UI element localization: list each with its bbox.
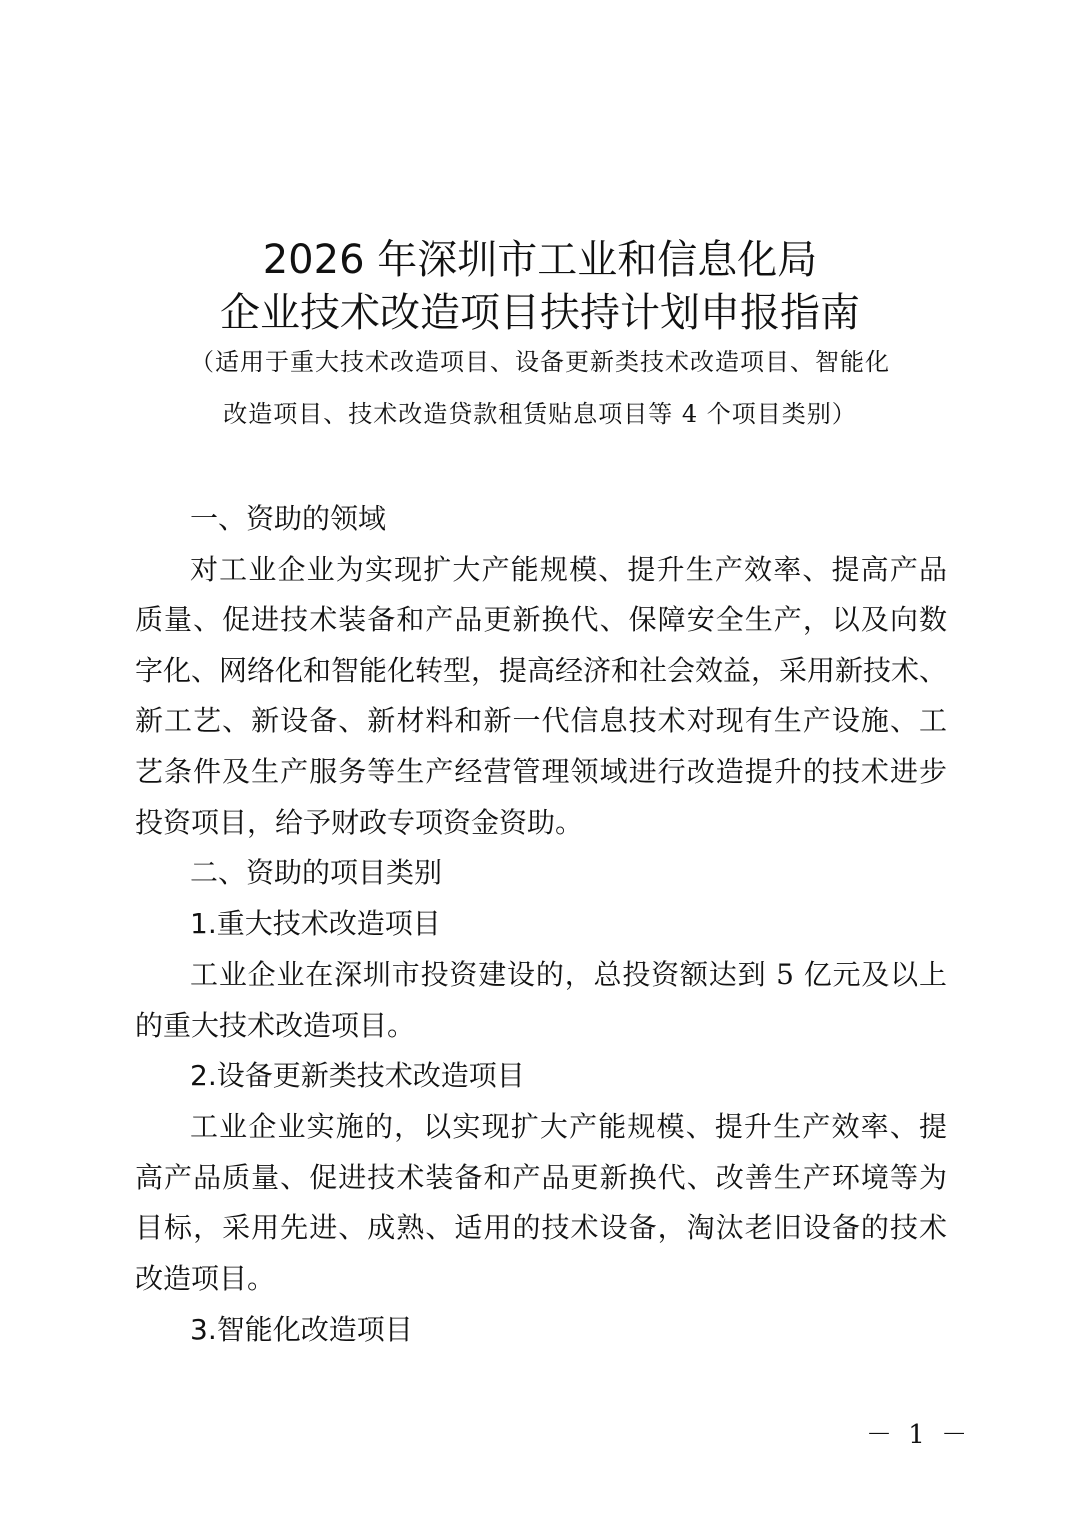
document-subtitle-line-1: （适用于重大技术改造项目、设备更新类技术改造项目、智能化 (190, 348, 890, 376)
item-2-paragraph-line: 工业企业实施的，以实现扩大产能规模、提升生产效率、提 (190, 1110, 947, 1143)
item-3-heading: 3.智能化改造项目 (190, 1313, 413, 1346)
document-title-line-2: 企业技术改造项目扶持计划申报指南 (220, 290, 860, 336)
section-2-heading: 二、资助的项目类别 (190, 856, 443, 889)
section-1-heading: 一、资助的领域 (190, 502, 387, 535)
document-title-line-1: 2026 年深圳市工业和信息化局 (262, 237, 818, 283)
item-2-heading: 2.设备更新类技术改造项目 (190, 1059, 525, 1092)
section-1-paragraph-line: 质量、促进技术装备和产品更新换代、保障安全生产，以及向数 (135, 603, 947, 636)
section-1-paragraph-line: 对工业企业为实现扩大产能规模、提升生产效率、提高产品 (190, 553, 947, 586)
item-1-heading: 1.重大技术改造项目 (190, 907, 441, 940)
item-2-paragraph-line: 目标，采用先进、成熟、适用的技术设备，淘汰老旧设备的技术 (135, 1211, 947, 1244)
section-1-paragraph-line: 字化、网络化和智能化转型，提高经济和社会效益，采用新技术、 (135, 654, 948, 687)
document-subtitle-line-2: 改造项目、技术改造贷款租赁贴息项目等 4 个项目类别） (223, 400, 857, 428)
item-2-paragraph-line: 改造项目。 (135, 1262, 276, 1295)
section-1-paragraph-line: 艺条件及生产服务等生产经营管理领域进行改造提升的技术进步 (135, 755, 947, 788)
item-1-paragraph-line: 工业企业在深圳市投资建设的，总投资额达到 5 亿元及以上 (190, 958, 947, 991)
section-1-paragraph-line: 新工艺、新设备、新材料和新一代信息技术对现有生产设施、工 (135, 704, 947, 737)
item-1-paragraph-line: 的重大技术改造项目。 (135, 1009, 416, 1042)
item-2-paragraph-line: 高产品质量、促进技术装备和产品更新换代、改善生产环境等为 (135, 1161, 947, 1194)
page-number: － 1 － (866, 1420, 972, 1450)
section-1-paragraph-line: 投资项目，给予财政专项资金资助。 (135, 806, 584, 839)
